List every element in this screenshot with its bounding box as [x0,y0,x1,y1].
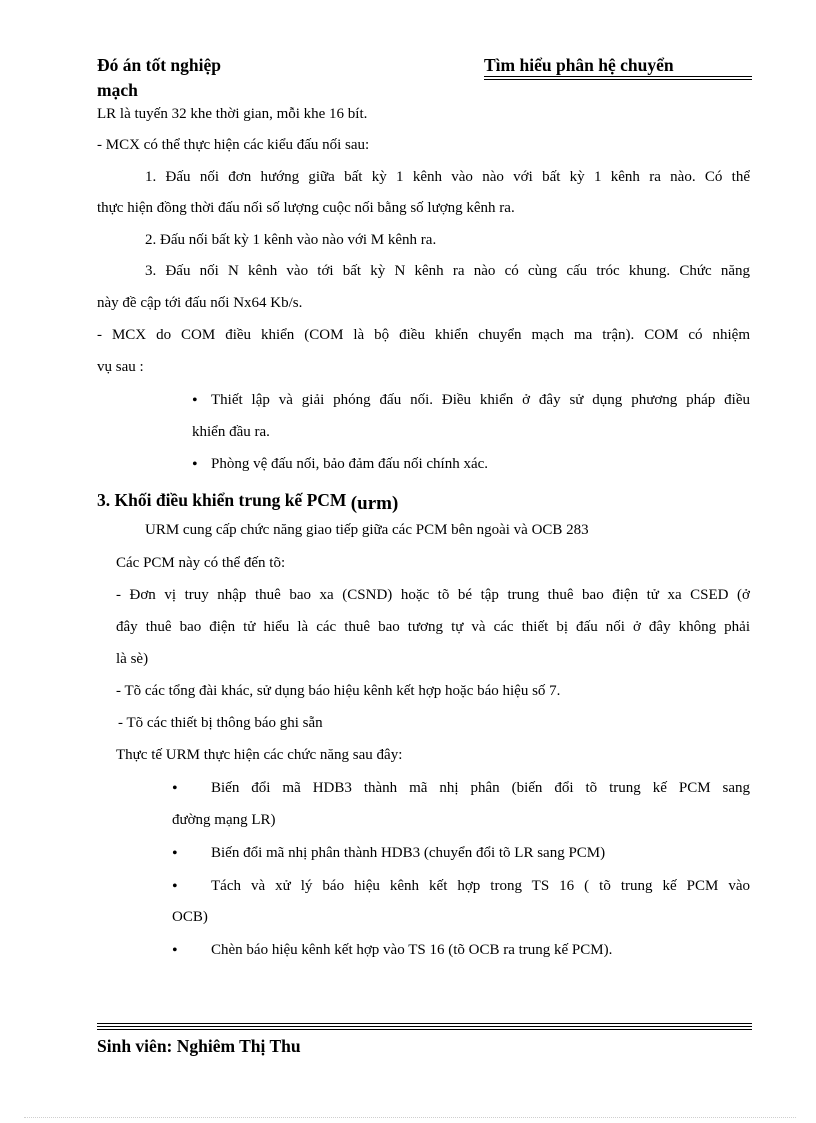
bullet-icon: • [172,780,178,797]
paragraph: 2. Đấu nối bất kỳ 1 kênh vào nào với M kênh ra. [145,232,437,248]
header-title-continuation: mạch [97,80,138,100]
footer-rule [97,1026,752,1027]
header-right-title: Tìm hiểu phân hệ chuyển [484,55,674,75]
header-left-title: Đó án tốt nghiệp [97,55,221,75]
paragraph: - Đơn vị truy nhập thuê bao xa (CSND) hoặc tõ bé tập trung thuê bao điện tử xa CSED (ở [116,587,750,603]
paragraph: - Tõ các tổng đài khác, sử dụng báo hiệu kênh kết hợp hoặc báo hiệu số 7. [116,683,561,699]
list-item: đường mạng LR) [172,812,276,828]
section-heading [97,488,398,513]
paragraph: - Tõ các thiết bị thông báo ghi sẵn [118,715,323,731]
bullet-icon: • [172,878,178,895]
bullet-icon: • [192,392,198,409]
paragraph: đây thuê bao điện tử hiểu là các thuê bao tương tự và các thiết bị đấu nối ở đây không phải [116,619,750,635]
paragraph: URM cung cấp chức năng giao tiếp giữa các PCM bên ngoài và OCB 283 [145,522,589,538]
list-item: OCB) [172,909,208,925]
section-heading-abbr: (urm) [350,493,399,514]
list-item: Biến đổi mã HDB3 thành mã nhị phân (biến đổi tõ trung kế PCM sang [211,780,750,796]
paragraph: - MCX do COM điều khiển (COM là bộ điều khiển chuyển mạch ma trận). COM có nhiệm [97,327,750,343]
paragraph: LR là tuyến 32 khe thời gian, mỗi khe 16 bít. [97,106,368,122]
paragraph: - MCX có thể thực hiện các kiểu đấu nối sau: [97,137,370,153]
paragraph: vụ sau : [97,359,144,375]
list-item: khiển đầu ra. [192,424,270,440]
paragraph: Các PCM này có thể đến tõ: [116,555,286,571]
list-item: Phòng vệ đấu nối, bảo đảm đấu nối chính xác. [211,456,489,472]
paragraph: 1. Đấu nối đơn hướng giữa bất kỳ 1 kênh vào nào với bất kỳ 1 kênh ra nào. Có thể [145,169,750,185]
bullet-icon: • [172,845,178,862]
list-item: Thiết lập và giải phóng đấu nối. Điều khiển ở đây sử dụng phương pháp điều [211,392,750,408]
footer-rule [97,1023,752,1024]
page-bottom-border [24,1117,796,1118]
paragraph: 3. Đấu nối N kênh vào tới bất kỳ N kênh ra nào có cùng cấu tróc khung. Chức năng [145,263,750,279]
paragraph: thực hiện đồng thời đấu nối số lượng cuộc nối bằng số lượng kênh ra. [97,200,515,216]
paragraph: Thực tế URM thực hiện các chức năng sau đây: [116,747,403,763]
list-item: Tách và xử lý báo hiệu kênh kết hợp trong TS 16 ( tõ trung kế PCM vào [211,878,750,894]
paragraph: là sè) [116,651,149,667]
section-heading-text: 3. Khối điều khiển trung kế PCM [97,490,351,510]
list-item: Biến đổi mã nhị phân thành HDB3 (chuyển đổi tõ LR sang PCM) [211,845,606,861]
header-rule [484,76,752,77]
list-item: Chèn báo hiệu kênh kết hợp vào TS 16 (tõ OCB ra trung kế PCM). [211,942,613,958]
footer-rule [97,1029,752,1030]
header-rule [484,79,752,80]
bullet-icon: • [192,456,198,473]
paragraph: này đề cập tới đấu nối Nx64 Kb/s. [97,295,303,311]
footer-student-name: Sinh viên: Nghiêm Thị Thu [97,1036,301,1056]
bullet-icon: • [172,942,178,959]
